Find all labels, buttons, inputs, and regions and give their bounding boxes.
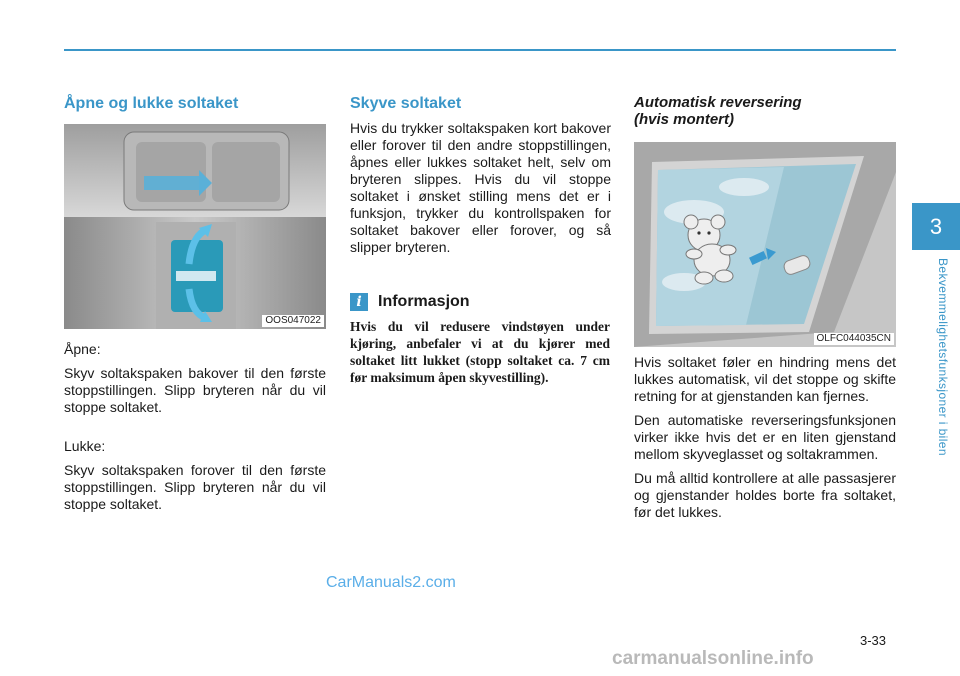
info-title: Informasjon (378, 293, 470, 310)
sunroof-control-illustration (64, 124, 326, 329)
section-heading-auto-reverse (634, 94, 802, 128)
info-header (350, 293, 470, 311)
section-heading-slide: Skyve soltaket (350, 95, 462, 112)
open-instruction: Skyv soltakspaken bakover til den første stoppstillingen. Slipp bryteren når du vil stoppe soltaket. (64, 365, 326, 415)
chapter-tab: 3 (912, 203, 960, 250)
watermark-carmanuals2: CarManuals2.com (326, 574, 456, 591)
auto-reverse-image (634, 142, 896, 347)
middle-body (350, 120, 611, 263)
slide-paragraph: Hvis du trykker soltakspaken kort bakover eller forover til den andre stoppstillingen, åpnes eller lukkes soltaket helt, selv om bryteren slippes. Hvis du vil stoppe soltaket i ønsket stilling mens det er i funksjon, trykker du kontrollspaken for soltaket bakover eller forover, og så slipper bryteren. (350, 120, 611, 255)
info-icon: i (350, 293, 368, 311)
right-body (634, 354, 896, 528)
image-code-left: OOS047022 (262, 315, 324, 327)
info-text: Hvis du vil redusere vindstøyen under kjøring, anbefaler vi at du kjører med soltaket litt lukket (stopp soltaket ca. 7 cm før maksimum åpen skyvestilling). (350, 319, 610, 385)
auto-reverse-illustration (634, 142, 896, 347)
page-number: 3-33 (860, 633, 887, 648)
sunroof-control-image (64, 124, 326, 329)
heading-line-1: Automatisk reversering (634, 94, 802, 111)
close-label: Lukke: (64, 438, 106, 454)
auto-reverse-paragraph-3: Du må alltid kontrollere at alle passasjerer og gjenstander holdes borte fra soltaket, før det lukkes. (634, 470, 896, 520)
close-instruction: Skyv soltakspaken forover til den første stoppstillingen. Slipp bryteren når du vil stoppe soltaket. (64, 462, 326, 512)
auto-reverse-paragraph-2: Den automatiske reverseringsfunksjonen virker ikke hvis det er en liten gjenstand mellom skyveglasset og soltakrammen. (634, 412, 896, 462)
watermark-carmanualsonline: carmanualsonline.info (612, 648, 814, 669)
section-heading-open-close: Åpne og lukke soltaket (64, 95, 239, 112)
open-label: Åpne: (64, 341, 101, 357)
heading-line-2: (hvis montert) (634, 111, 735, 128)
left-body (64, 341, 326, 520)
chapter-title: Bekvemmelighetsfunksjoner i bilen (936, 258, 950, 456)
auto-reverse-paragraph-1: Hvis soltaket føler en hindring mens det lukkes automatisk, vil det stoppe og skifte retning for at gjenstanden kan fjernes. (634, 354, 896, 404)
header-rule (64, 49, 896, 51)
image-code-right: OLFC044035CN (814, 333, 894, 345)
